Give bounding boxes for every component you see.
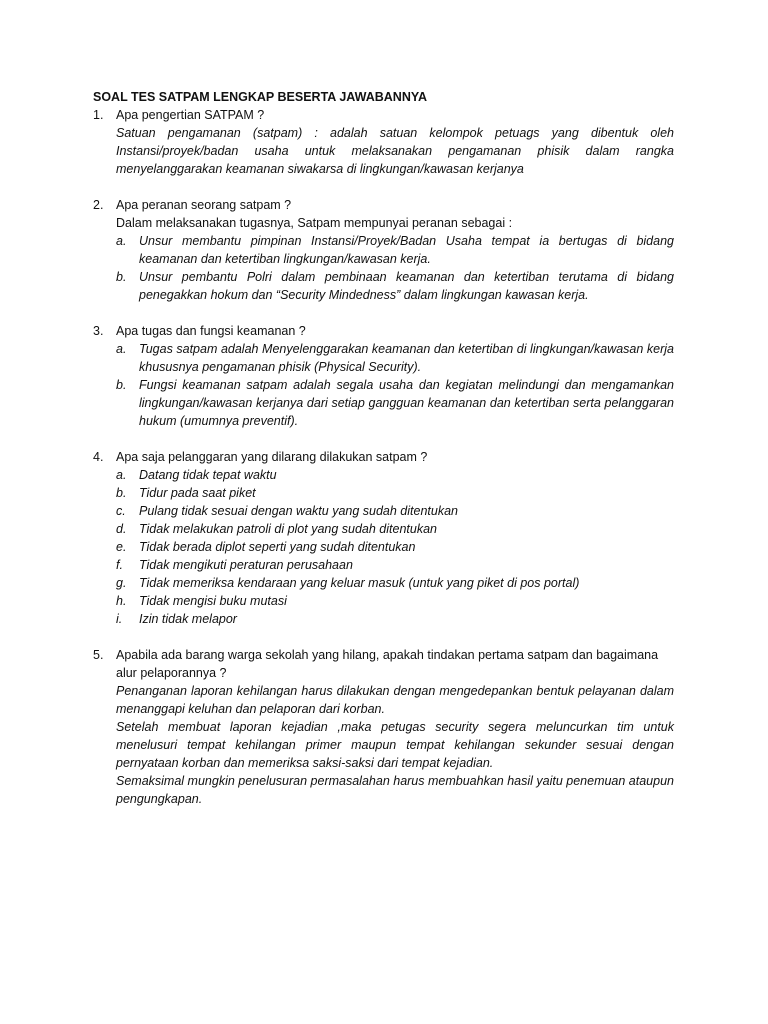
item-text: Tidak melakukan patroli di plot yang sudah ditentukan xyxy=(139,522,437,536)
item-letter: b. xyxy=(116,486,127,500)
item-letter: a. xyxy=(116,468,127,482)
item-letter: a. xyxy=(116,342,127,356)
question-3 xyxy=(93,322,674,430)
list-item xyxy=(116,466,674,484)
list-item xyxy=(116,520,674,538)
item-text: Tugas satpam adalah Menyelenggarakan keamanan dan ketertiban di lingkungan/kawasan kerja khususnya pengamanan phisik (Physical Security). xyxy=(139,342,674,374)
item-text: Tidak mengikuti peraturan perusahaan xyxy=(139,558,353,572)
item-letter: c. xyxy=(116,504,126,518)
answer-paragraph: Setelah membuat laporan kejadian ,maka petugas security segera meluncurkan tim untuk menelusuri tempat kehilangan primer maupun tempat kehilangan sekunder sesuai dengan pernyataan korban dan memeriksa saksi-saksi dari tempat kejadian. xyxy=(116,720,674,770)
list-item xyxy=(116,232,674,268)
item-letter: d. xyxy=(116,522,127,536)
item-text: Unsur pembantu Polri dalam pembinaan keamanan dan ketertiban terutama di bidang penegakkan hokum dan “Security Mindedness” dalam lingkungan kawasan kerja. xyxy=(139,270,674,302)
list-item xyxy=(116,592,674,610)
item-text: Datang tidak tepat waktu xyxy=(139,468,277,482)
question-text: Apa saja pelanggaran yang dilarang dilakukan satpam ? xyxy=(116,450,428,464)
item-text: Tidak mengisi buku mutasi xyxy=(139,594,287,608)
item-text: Unsur membantu pimpinan Instansi/Proyek/Badan Usaha tempat ia bertugas di bidang keamanan dan ketertiban lingkungan/kawasan kerja. xyxy=(139,234,674,266)
answer-list xyxy=(116,340,674,430)
question-1-header xyxy=(93,106,674,124)
item-letter: b. xyxy=(116,378,127,392)
item-text: Izin tidak melapor xyxy=(139,612,237,626)
item-text: Tidak memeriksa kendaraan yang keluar masuk (untuk yang piket di pos portal) xyxy=(139,576,580,590)
item-text: Tidur pada saat piket xyxy=(139,486,256,500)
list-item xyxy=(116,484,674,502)
question-5 xyxy=(93,646,674,808)
document-title: SOAL TES SATPAM LENGKAP BESERTA JAWABANNYA xyxy=(93,90,428,104)
list-item xyxy=(116,502,674,520)
answer-paragraph: Penanganan laporan kehilangan harus dilakukan dengan mengedepankan bentuk pelayanan dalam menanggapi keluhan dan pelaporan dari korban. xyxy=(116,684,674,716)
question-number: 3. xyxy=(93,324,104,338)
question-number: 5. xyxy=(93,648,104,662)
list-item xyxy=(116,610,674,628)
item-letter: a. xyxy=(116,234,127,248)
document-content xyxy=(93,88,674,808)
answer-list xyxy=(116,232,674,304)
question-3-header xyxy=(93,322,674,340)
question-1 xyxy=(93,106,674,178)
item-letter: f. xyxy=(116,558,123,572)
item-letter: b. xyxy=(116,270,127,284)
list-item xyxy=(116,574,674,592)
answer-text: Satuan pengamanan (satpam) : adalah satuan kelompok petuags yang dibentuk oleh Instansi/proyek/badan usaha untuk melaksanakan pengamanan phisik dalam rangka menyelanggarakan keamanan siwakarsa di lingkungan/kawasan kerjanya xyxy=(116,126,674,176)
list-item xyxy=(116,556,674,574)
list-item xyxy=(116,268,674,304)
answer-list xyxy=(116,466,674,628)
question-text: Apa peranan seorang satpam ? xyxy=(116,198,292,212)
question-text: Apabila ada barang warga sekolah yang hilang, apakah tindakan pertama satpam dan bagaimana alur pelaporannya ? xyxy=(116,648,659,680)
question-2-header xyxy=(93,196,674,214)
list-item xyxy=(116,538,674,556)
answer-intro: Dalam melaksanakan tugasnya, Satpam mempunyai peranan sebagai : xyxy=(116,216,513,230)
item-text: Tidak berada diplot seperti yang sudah ditentukan xyxy=(139,540,416,554)
item-letter: i. xyxy=(116,612,123,626)
item-letter: h. xyxy=(116,594,127,608)
question-number: 2. xyxy=(93,198,104,212)
item-text: Pulang tidak sesuai dengan waktu yang sudah ditentukan xyxy=(139,504,458,518)
item-text: Fungsi keamanan satpam adalah segala usaha dan kegiatan melindungi dan mengamankan lingkungan/kawasan kerjanya dari setiap gangguan keamanan dan ketertiban serta pelanggaran hukum (umumnya preventif). xyxy=(139,378,674,428)
question-number: 4. xyxy=(93,450,104,464)
question-number: 1. xyxy=(93,108,104,122)
list-item xyxy=(116,340,674,376)
question-text: Apa pengertian SATPAM ? xyxy=(116,108,265,122)
question-4-header xyxy=(93,448,674,466)
answer-paragraph: Semaksimal mungkin penelusuran permasalahan harus membuahkan hasil yaitu penemuan ataupun pengungkapan. xyxy=(116,774,674,806)
question-2 xyxy=(93,196,674,304)
item-letter: g. xyxy=(116,576,127,590)
item-letter: e. xyxy=(116,540,127,554)
list-item xyxy=(116,376,674,430)
question-text: Apa tugas dan fungsi keamanan ? xyxy=(116,324,306,338)
question-4 xyxy=(93,448,674,628)
question-5-header xyxy=(93,646,674,682)
